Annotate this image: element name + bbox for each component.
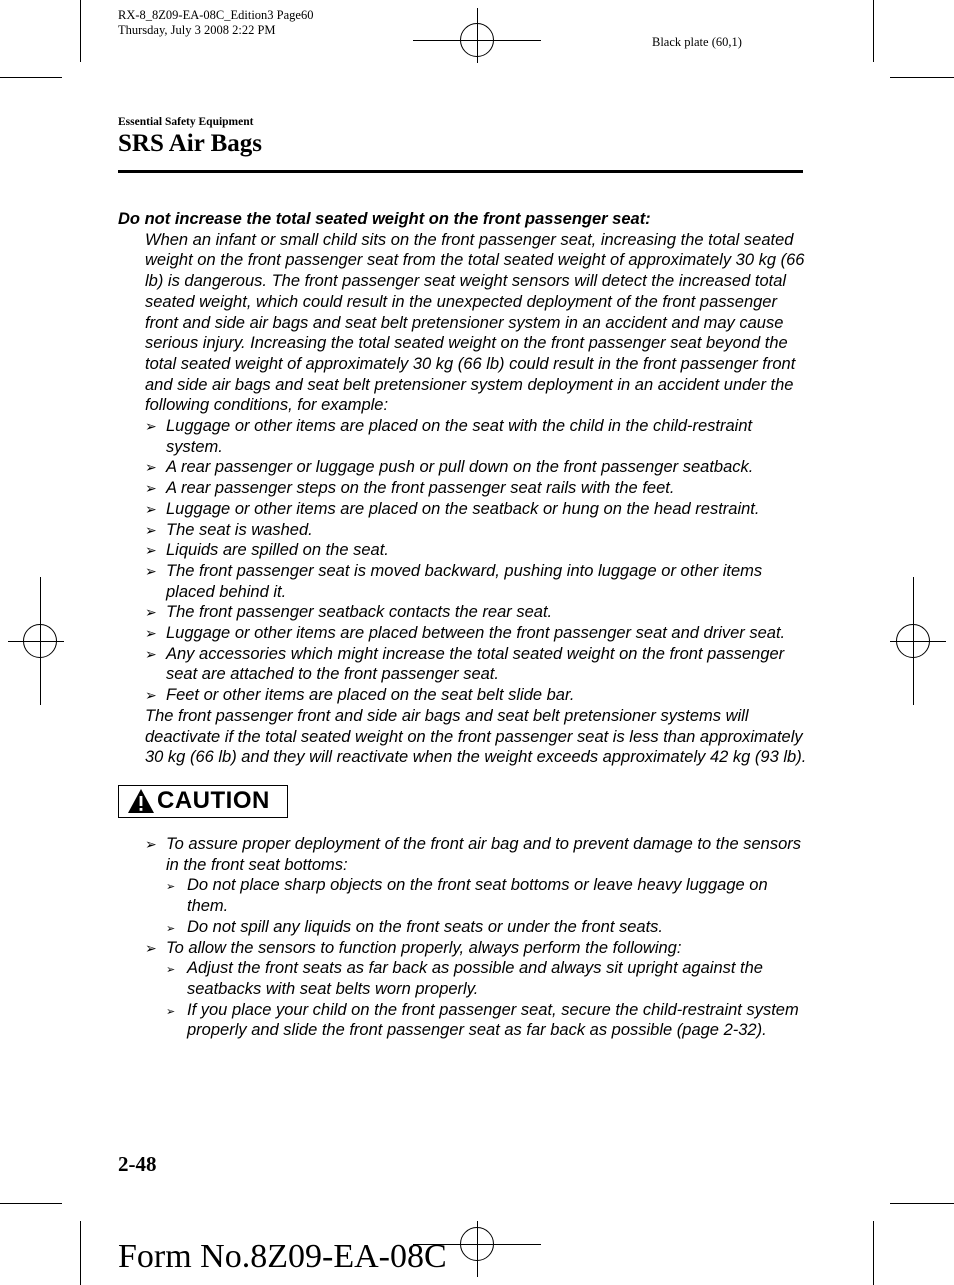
arrowhead-bullet-icon: ➢ <box>145 604 157 621</box>
list-item <box>145 623 808 644</box>
crop-mark <box>890 77 954 78</box>
arrowhead-bullet-icon: ➢ <box>145 459 157 476</box>
warning-intro: When an infant or small child sits on the front passenger seat, increasing the total seated weight on the front passenger seat from the total seated weight of approximately 30 kg (66 lb) is dangerous. The front passenger seat weight sensors will detect the increased total seated weight, which could result in the unexpected deployment of the front passenger front and side air bags and seat belt pretensioner system in an accident and may cause serious injury. Increasing the total seated weight on the front passenger seat beyond the total seated weight of approximately 30 kg (66 lb) could result in the front passenger front and side air bags and seat belt pretensioner system deployment in an accident under the following conditions, for example: <box>145 230 805 415</box>
arrowhead-bullet-icon: ➢ <box>166 964 176 977</box>
list-item-text: Liquids are spilled on the seat. <box>166 541 389 560</box>
list-item-text: Do not place sharp objects on the front seat bottoms or leave heavy luggage on them. <box>187 876 768 916</box>
list-item <box>145 520 808 541</box>
list-item-text: The front passenger seat is moved backward, pushing into luggage or other items placed behind it. <box>166 561 763 601</box>
page-number: 2-48 <box>118 1152 157 1176</box>
main-content <box>118 209 808 1041</box>
warning-triangle-icon <box>127 788 155 814</box>
list-item-text: Any accessories which might increase the total seated weight on the front passenger seat are attached to the front passenger seat. <box>166 644 785 684</box>
list-item-text: Feet or other items are placed on the seat belt slide bar. <box>166 686 575 705</box>
list-item-text: To assure proper deployment of the front air bag and to prevent damage to the sensors in the front seat bottoms: <box>166 834 802 874</box>
crop-mark <box>890 1203 954 1204</box>
warning-lead: Do not increase the total seated weight on the front passenger seat: <box>118 210 651 228</box>
print-slug <box>118 8 313 38</box>
section-label: Essential Safety Equipment <box>118 116 254 128</box>
list-item <box>145 416 808 457</box>
list-item <box>145 499 808 520</box>
arrowhead-bullet-icon: ➢ <box>145 562 157 579</box>
arrowhead-bullet-icon: ➢ <box>166 881 176 894</box>
list-item <box>145 602 808 623</box>
arrowhead-bullet-icon: ➢ <box>145 480 157 497</box>
arrowhead-bullet-icon: ➢ <box>145 835 157 852</box>
list-item-text: Adjust the front seats as far back as possible and always sit upright against the seatbacks with seat belts worn properly. <box>187 959 763 998</box>
sub-list-item <box>166 958 808 999</box>
list-item-text: Luggage or other items are placed on the seatback or hung on the head restraint. <box>166 499 760 518</box>
plate-label: Black plate (60,1) <box>652 35 742 49</box>
caution-box <box>118 785 288 818</box>
arrowhead-bullet-icon: ➢ <box>145 645 157 662</box>
list-item-text: The front passenger seatback contacts the rear seat. <box>166 603 553 622</box>
arrowhead-bullet-icon: ➢ <box>166 922 176 935</box>
arrowhead-bullet-icon: ➢ <box>145 687 157 704</box>
list-item-text: To allow the sensors to function properly, always perform the following: <box>166 938 682 957</box>
list-item-text: Do not spill any liquids on the front seats or under the front seats. <box>187 917 664 936</box>
caution-sub-list <box>166 958 808 1041</box>
page-title: SRS Air Bags <box>118 130 263 157</box>
list-item <box>145 685 808 706</box>
caution-list <box>118 834 808 1041</box>
form-number: Form No.8Z09-EA-08C <box>118 1238 447 1275</box>
crop-mark <box>0 77 62 78</box>
sub-list-item <box>166 875 808 916</box>
crop-mark <box>80 0 81 62</box>
title-rule <box>118 170 803 173</box>
warning-closing: The front passenger front and side air bags and seat belt pretensioner systems will deactivate if the total seated weight on the front passenger seat is less than approximately 30 kg (66 lb) and they will reactivate when the weight exceeds approximately 42 kg (93 lb). <box>145 706 807 767</box>
caution-sub-list <box>166 875 808 937</box>
sub-list-item <box>166 917 808 938</box>
arrowhead-bullet-icon: ➢ <box>166 1005 176 1018</box>
arrowhead-bullet-icon: ➢ <box>145 939 157 956</box>
list-item <box>145 561 808 602</box>
slug-filename: RX-8_8Z09-EA-08C_Edition3 Page60 <box>118 8 314 22</box>
sub-list-item <box>166 1000 808 1041</box>
list-item <box>145 644 808 685</box>
conditions-list <box>118 416 808 706</box>
list-item <box>145 457 808 478</box>
caution-label: CAUTION <box>157 787 270 815</box>
crop-mark <box>873 0 874 62</box>
arrowhead-bullet-icon: ➢ <box>145 500 157 517</box>
arrowhead-bullet-icon: ➢ <box>145 625 157 642</box>
list-item <box>145 540 808 561</box>
crop-mark <box>80 1221 81 1285</box>
list-item-text: Luggage or other items are placed on the seat with the child in the child-restraint system. <box>166 417 753 456</box>
list-item-text: A rear passenger steps on the front passenger seat rails with the feet. <box>166 479 675 498</box>
list-item-text: Luggage or other items are placed between the front passenger seat and driver seat. <box>166 624 786 643</box>
arrowhead-bullet-icon: ➢ <box>145 542 157 559</box>
list-item <box>145 478 808 499</box>
slug-timestamp: Thursday, July 3 2008 2:22 PM <box>118 23 276 37</box>
arrowhead-bullet-icon: ➢ <box>145 418 157 435</box>
list-item <box>145 834 808 938</box>
arrowhead-bullet-icon: ➢ <box>145 521 157 538</box>
crop-mark <box>0 1203 62 1204</box>
list-item-text: The seat is washed. <box>166 520 313 539</box>
list-item-text: If you place your child on the front passenger seat, secure the child-restraint system properly and slide the front passenger seat as far back as possible (page 2-32). <box>187 1000 799 1040</box>
list-item <box>145 938 808 1042</box>
list-item-text: A rear passenger or luggage push or pull down on the front passenger seatback. <box>166 458 754 477</box>
crop-mark <box>873 1221 874 1285</box>
